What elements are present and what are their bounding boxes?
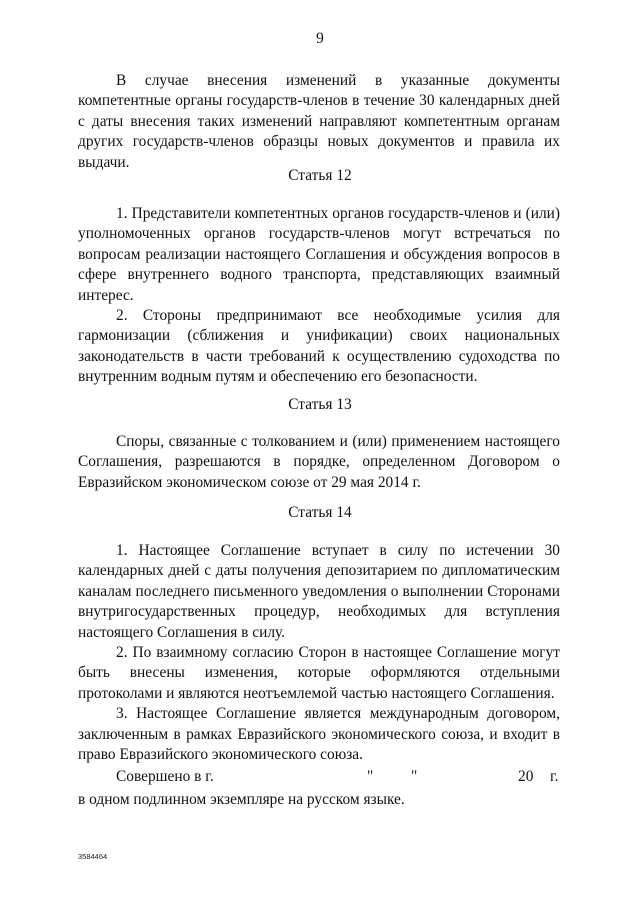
article-14-paragraph-1: 1. Настоящее Соглашение вступает в силу по истечении 30 календарных дней с даты получения депозитарием по дипломатическим каналам последнего письменного уведомления о выполнении Сторонами внутригосударственных процедур, необходимых для вступления настоящего Соглашения в силу. xyxy=(78,542,560,641)
document-code: 3584464 xyxy=(78,852,108,861)
article-12-paragraph-2: 2. Стороны предпринимают все необходимые усилия для гармонизации (сближения и унификации) своих национальных законодательств в части требований к осуществлению судоходства по внутренним водным путям и обеспечению его безопасности. xyxy=(78,307,560,386)
date-quote-open: " xyxy=(367,768,374,785)
article-14-title: Статья 14 xyxy=(288,504,352,521)
article-12-title: Статья 12 xyxy=(288,167,352,184)
article-14-paragraph-3: 3. Настоящее Соглашение является международным договором, заключенным в рамках Евразийского экономического союза, и входит в право Евразийского экономического союза. xyxy=(78,705,560,764)
article-12-paragraph-1: 1. Представители компетентных органов государств-членов и (или) уполномоченных органов государств-членов могут встречаться по вопросам реализации настоящего Соглашения и обсуждения вопросов в сфере внутреннего водного транспорта, представляющих взаимный интерес. xyxy=(78,205,560,304)
signed-year-suffix: г. xyxy=(550,768,559,785)
signed-place: Совершено в г. xyxy=(116,768,214,785)
intro-paragraph: В случае внесения изменений в указанные документы компетентные органы государств-членов в течение 30 календарных дней с даты внесения таких изменений направляют компетентным органам других государств-членов образцы новых документов и правила их выдачи. xyxy=(78,72,560,171)
signed-year: 20 xyxy=(518,768,534,785)
signature-place-date xyxy=(78,767,560,810)
article-13-title: Статья 13 xyxy=(288,396,352,413)
article-13-body xyxy=(78,432,560,493)
page-number: 9 xyxy=(316,30,324,47)
article-13-paragraph-1: Споры, связанные с толкованием и (или) применением настоящего Соглашения, разрешаются в порядке, определенном Договором о Евразийском экономическом союзе от 29 мая 2014 г. xyxy=(78,433,560,491)
article-14-paragraph-2: 2. По взаимному согласию Сторон в настоящее Соглашение могут быть внесены изменения, которые оформляются отдельными протоколами и являются неотъемлемой частью настоящего Соглашения. xyxy=(78,644,560,702)
article-12-body xyxy=(78,204,560,388)
article-14-body xyxy=(78,541,560,765)
signed-copy-note: в одном подлинном экземпляре на русском языке. xyxy=(78,791,405,808)
intro-paragraph-block xyxy=(78,71,560,173)
date-quote-close: " xyxy=(411,768,418,785)
